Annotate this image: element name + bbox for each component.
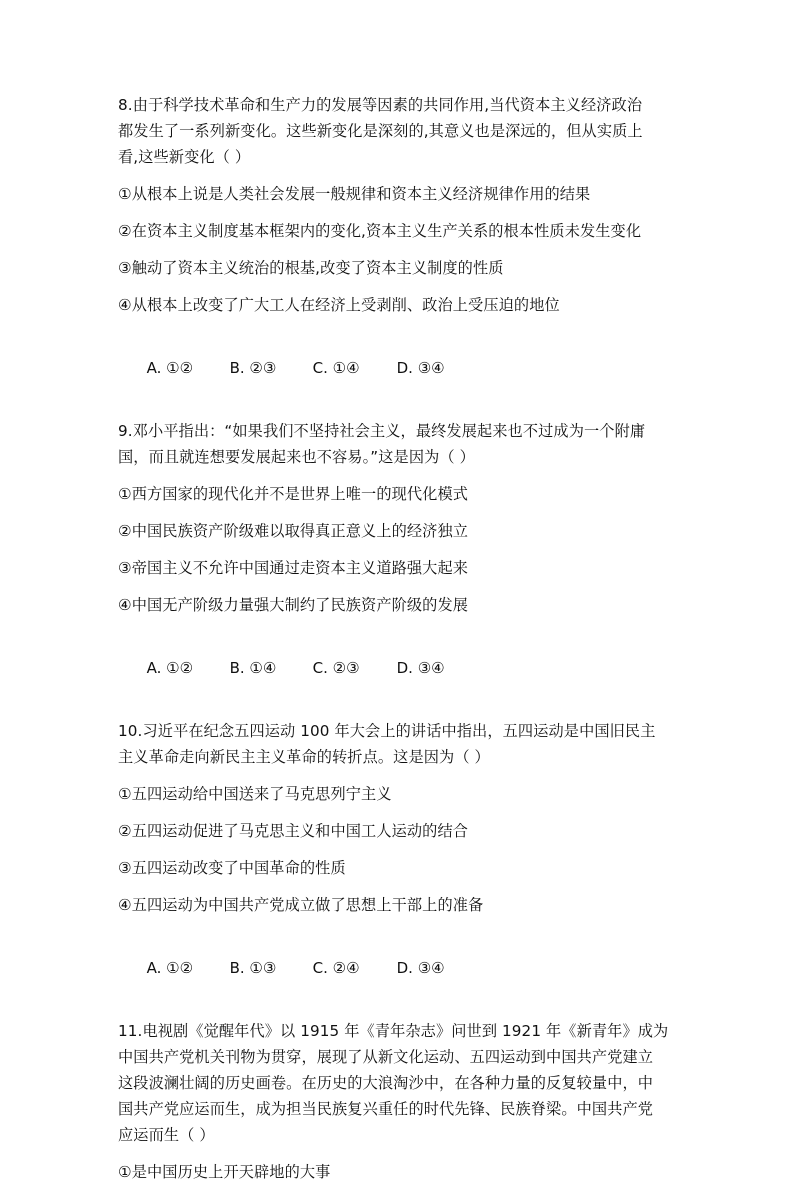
question-stem-line: 10.习近平在纪念五四运动 100 年大会上的讲话中指出，五四运动是中国旧民主 xyxy=(118,722,656,740)
document-page xyxy=(118,92,678,1185)
answer-options xyxy=(118,329,678,407)
statement-item: ②在资本主义制度基本框架内的变化,资本主义生产关系的根本性质未发生变化 xyxy=(118,222,642,240)
question-stem-line: 9.邓小平指出：“如果我们不坚持社会主义，最终发展起来也不过成为一个附庸 xyxy=(118,422,646,440)
answer-options xyxy=(118,629,678,707)
statement-item: ②五四运动促进了马克思主义和中国工人运动的结合 xyxy=(118,822,469,840)
option-b: B. ①③ xyxy=(229,959,277,977)
option-d: D. ③④ xyxy=(396,959,445,977)
option-a: A. ①② xyxy=(146,959,194,977)
question-stem-line: 中国共产党机关刊物为贯穿，展现了从新文化运动、五四运动到中国共产党建立 xyxy=(118,1048,654,1066)
option-b: B. ②③ xyxy=(229,359,277,377)
question-stem-line: 这段波澜壮阔的历史画卷。在历史的大浪淘沙中，在各种力量的反复较量中，中 xyxy=(118,1074,654,1092)
option-c: C. ①④ xyxy=(312,359,360,377)
question-stem-line: 主义革命走向新民主主义革命的转折点。这是因为（ ） xyxy=(118,748,490,766)
question-stem-line: 国共产党应运而生，成为担当民族复兴重任的时代先锋、民族脊梁。中国共产党 xyxy=(118,1100,654,1118)
statement-item: ④五四运动为中国共产党成立做了思想上干部上的准备 xyxy=(118,896,484,914)
question-10 xyxy=(118,718,678,1007)
statement-item: ②中国民族资产阶级难以取得真正意义上的经济独立 xyxy=(118,522,469,540)
option-d: D. ③④ xyxy=(396,359,445,377)
statement-item: ①是中国历史上开天辟地的大事 xyxy=(118,1163,331,1181)
statement-item: ①从根本上说是人类社会发展一般规律和资本主义经济规律作用的结果 xyxy=(118,185,591,203)
question-stem-line: 看,这些新变化（ ） xyxy=(118,148,251,166)
statement-item: ④中国无产阶级力量强大制约了民族资产阶级的发展 xyxy=(118,596,469,614)
option-a: A. ①② xyxy=(146,659,194,677)
answer-options xyxy=(118,929,678,1007)
question-9 xyxy=(118,418,678,707)
question-stem-line: 应运而生（ ） xyxy=(118,1126,215,1144)
question-stem-line: 11.电视剧《觉醒年代》以 1915 年《青年杂志》问世到 1921 年《新青年》成为 xyxy=(118,1022,669,1040)
question-8 xyxy=(118,92,678,407)
option-c: C. ②④ xyxy=(312,959,360,977)
statement-item: ③五四运动改变了中国革命的性质 xyxy=(118,859,346,877)
statement-item: ③触动了资本主义统治的根基,改变了资本主义制度的性质 xyxy=(118,259,504,277)
question-stem-line: 国，而且就连想要发展起来也不容易。”这是因为（ ） xyxy=(118,448,475,466)
statement-item: ④从根本上改变了广大工人在经济上受剥削、政治上受压迫的地位 xyxy=(118,296,560,314)
statement-item: ③帝国主义不允许中国通过走资本主义道路强大起来 xyxy=(118,559,469,577)
option-c: C. ②③ xyxy=(312,659,360,677)
question-stem-line: 都发生了一系列新变化。这些新变化是深刻的,其意义也是深远的，但从实质上 xyxy=(118,122,643,140)
question-stem-line: 8.由于科学技术革命和生产力的发展等因素的共同作用,当代资本主义经济政治 xyxy=(118,96,643,114)
option-a: A. ①② xyxy=(146,359,194,377)
option-b: B. ①④ xyxy=(229,659,277,677)
option-d: D. ③④ xyxy=(396,659,445,677)
statement-item: ①五四运动给中国送来了马克思列宁主义 xyxy=(118,785,392,803)
question-11 xyxy=(118,1018,678,1185)
statement-item: ①西方国家的现代化并不是世界上唯一的现代化模式 xyxy=(118,485,469,503)
